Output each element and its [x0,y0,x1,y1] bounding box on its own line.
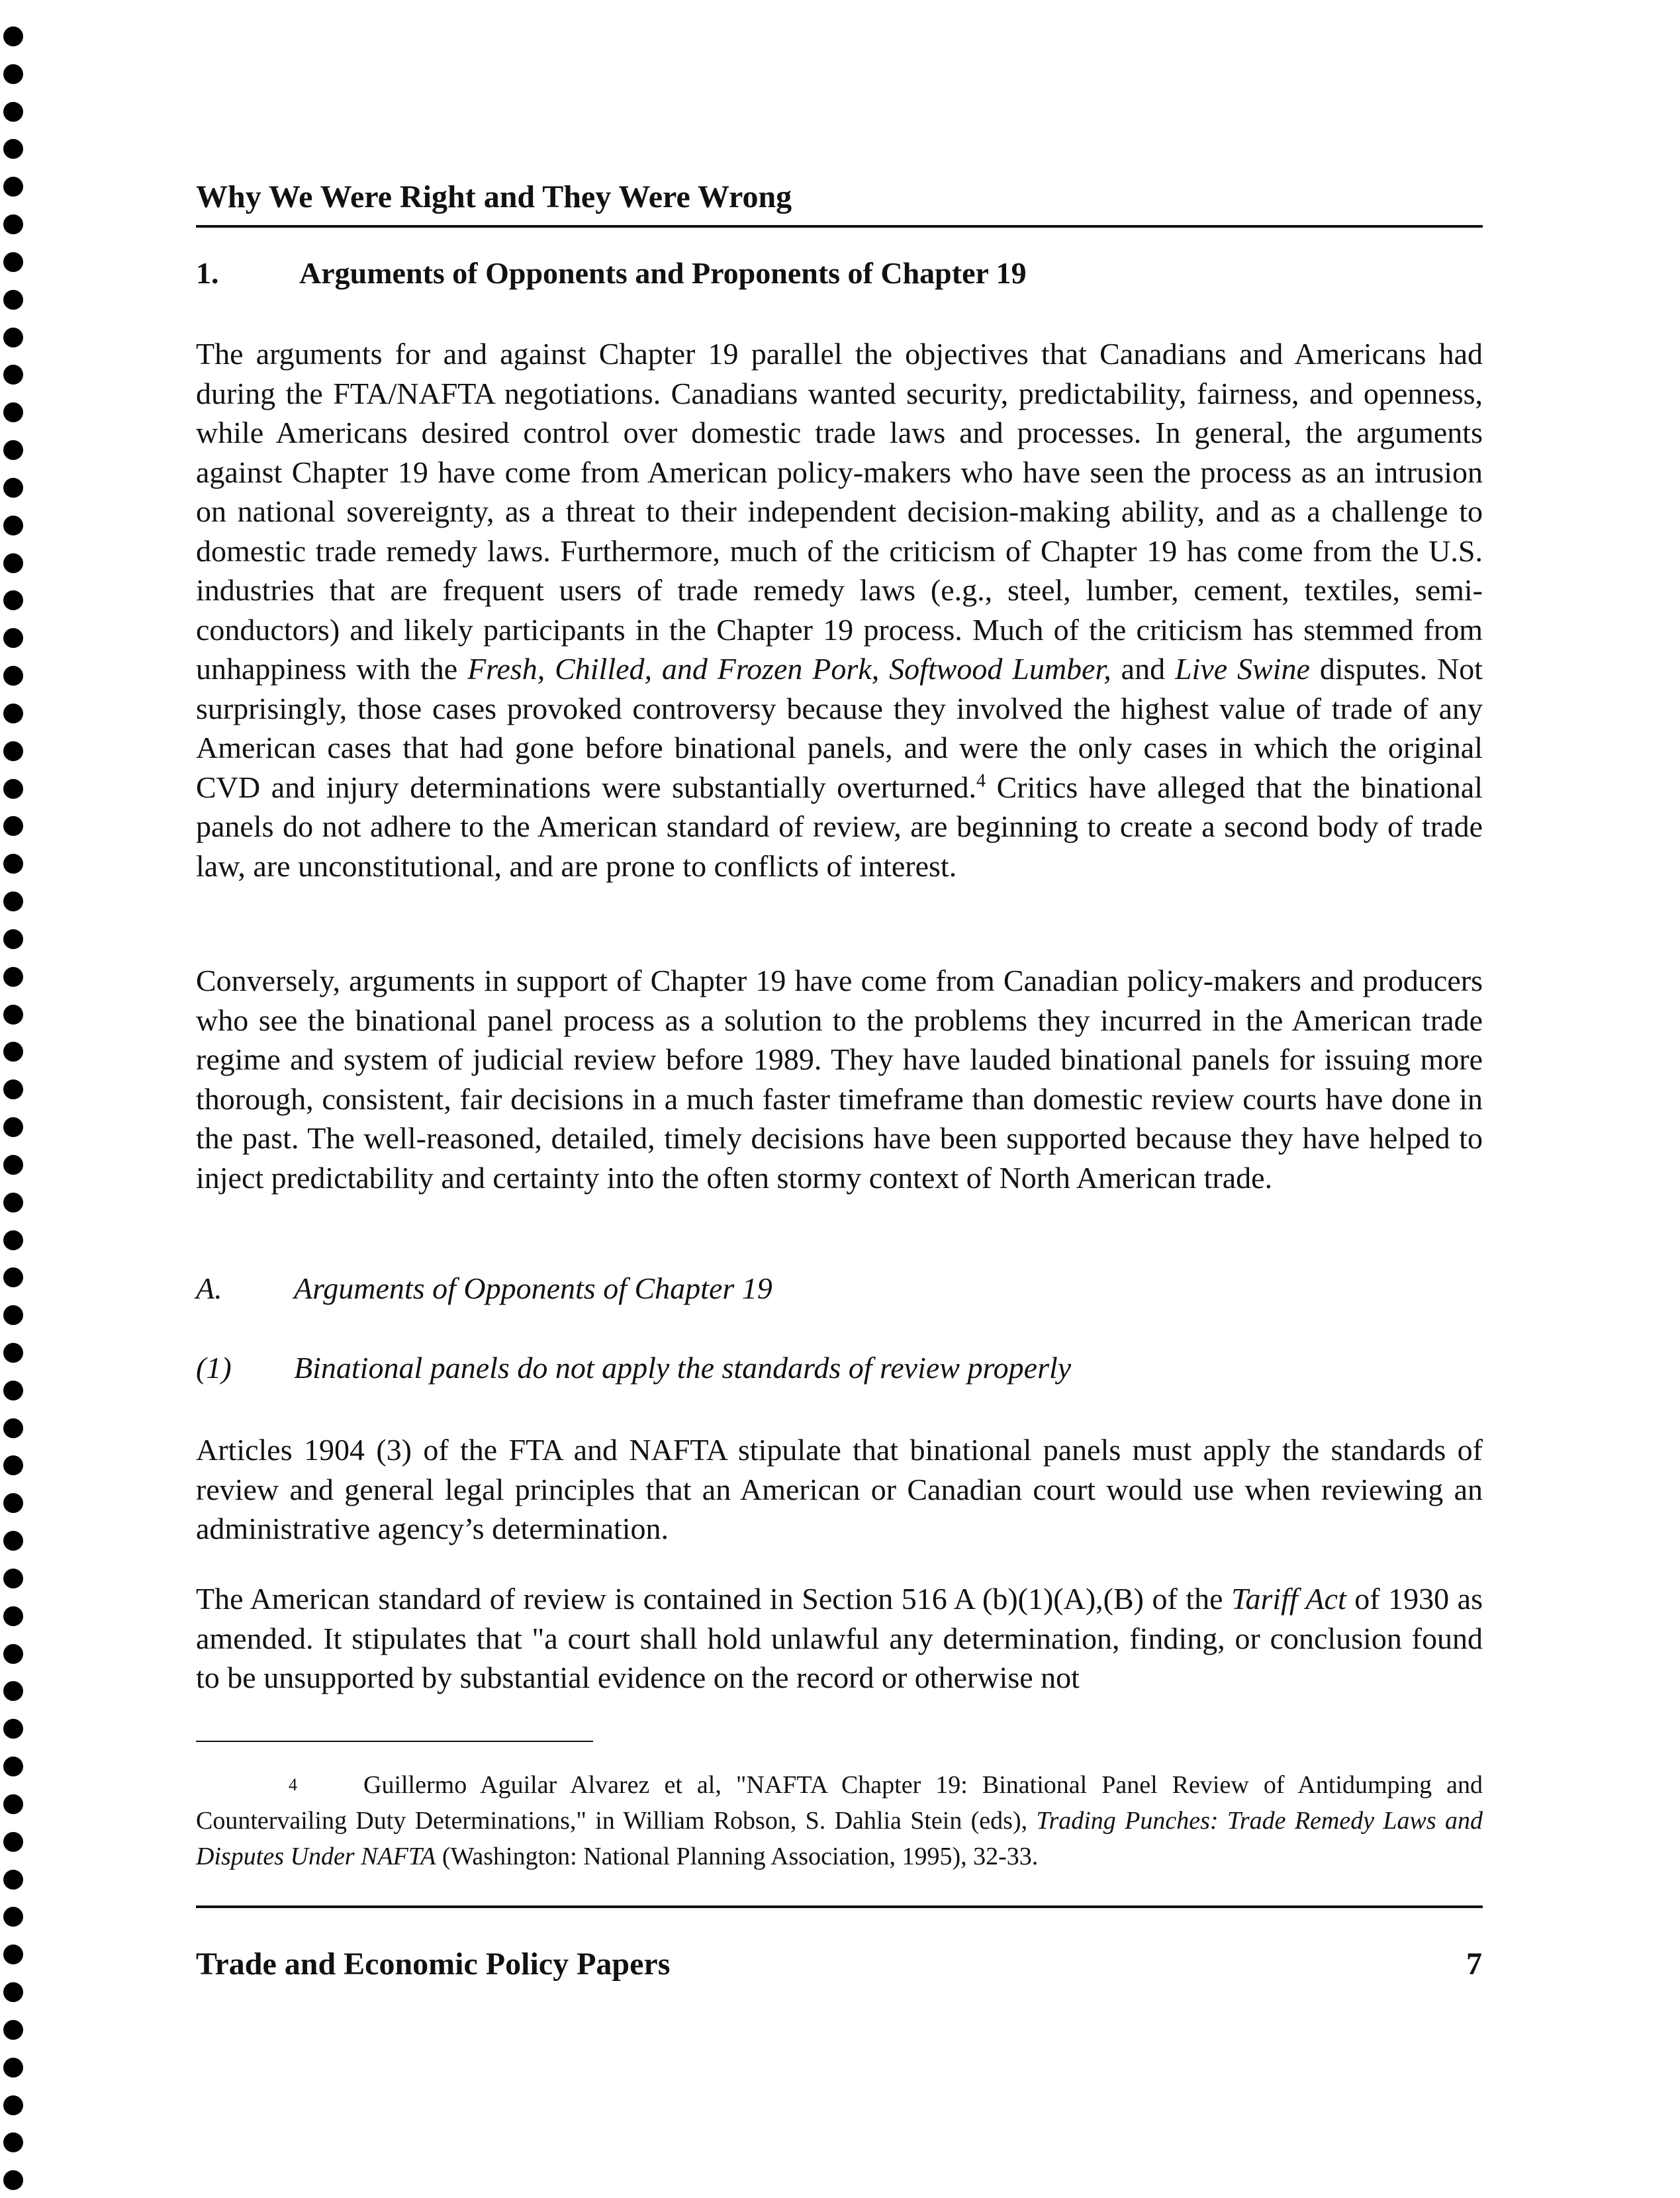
binding-hole [3,1455,23,1475]
binding-hole [3,590,23,610]
binding-hole [3,516,23,535]
binding-hole [3,1381,23,1400]
binding-hole [3,1719,23,1739]
binding-hole [3,64,23,84]
binding-hole [3,1757,23,1776]
binding-hole [3,328,23,347]
binding-hole [3,1832,23,1852]
binding-hole [3,816,23,836]
section-heading [196,255,1027,291]
binding-hole [3,2170,23,2190]
binding-hole [3,2095,23,2115]
binding-hole [3,1305,23,1325]
binding-hole [3,628,23,648]
footer-rule [196,1905,1483,1908]
binding-hole [3,779,23,799]
binding-hole [3,26,23,46]
binding-hole [3,1230,23,1250]
binding-hole [3,139,23,159]
binding-hole [3,214,23,234]
footnote-rule [196,1741,593,1742]
subsection-title: Binational panels do not apply the standards of review properly [294,1351,1072,1385]
binding-hole [3,666,23,686]
binding-hole [3,741,23,761]
binding-hole [3,2132,23,2152]
subsection-title: Arguments of Opponents of Chapter 19 [294,1271,772,1305]
binding-hole [3,1418,23,1438]
binding-hole [3,2020,23,2040]
binding-hole [3,1569,23,1588]
binding-hole [3,1606,23,1626]
binding-hole [3,1193,23,1213]
page-number: 7 [1466,1946,1482,1982]
binding-hole [3,1870,23,1890]
binding-hole [3,290,23,310]
binding-hole [3,1945,23,1964]
binding-hole [3,892,23,911]
binding-hole [3,1982,23,2002]
paragraph-2: Conversely, arguments in support of Chapter 19 have come from Canadian policy-makers and producers who see the binational panel process as a solution to the problems they incurred in the American trade regime and system of judicial review before 1989. They have lauded binational panels for issuing more thorough, consistent, fair decisions in a much faster timeframe than domestic review courts have done in the past. The well-reasoned, detailed, timely decisions have been supported because they have helped to inject predictability and certainty into the often stormy context of North American trade. [196,964,1483,1195]
binding-hole [3,1907,23,1927]
footnote-number: 4 [289,1775,297,1794]
subsection-number: A. [196,1271,222,1305]
header-rule [196,225,1483,228]
footnote: $^4$ Guillermo Aguilar Alvarez et al, "NAFTA Chapter 19: Binational Panel Review of Antidumping and Countervailing Duty Determinations," in William Robson, S. Dahlia Stein (eds), Trading Punches: Trade Remedy Laws and Disputes Under NAFTA (Washington: National Planning Association, 1995), 32-33. [196,1771,1483,1870]
binding-hole [3,1343,23,1363]
binding-hole [3,2058,23,2078]
binding-hole [3,1681,23,1701]
binding-hole [3,402,23,422]
binding-hole [3,1644,23,1664]
binding-hole [3,478,23,498]
binding-hole [3,553,23,573]
binding-hole [3,1005,23,1025]
paragraph-4: The American standard of review is contained in Section 516 A (b)(1)(A),(B) of the Tariff Act of 1930 as amended. It stipulates that "a court shall hold unlawful any determination, finding, or conclusion found to be unsupported by substantial evidence on the record or otherwise not [196,1582,1483,1694]
binding-hole [3,704,23,723]
binding-hole [3,1155,23,1175]
subsection-heading-a [196,1271,772,1306]
binding-hole [3,854,23,874]
binding-hole [3,1117,23,1137]
subsection-heading-1 [196,1350,1071,1385]
binding-hole [3,440,23,460]
binding-hole [3,102,23,122]
paragraph-1: The arguments for and against Chapter 19 parallel the objectives that Canadians and Americans had during the FTA/NAFTA negotiations. Canadians wanted security, predictability, fairness, and openness, while Americans desired control over domestic trade laws and processes. In general, the arguments against Chapter 19 have come from American policy-makers who have seen the process as an intrusion on national sovereignty, as a threat to their independent decision-making ability, and as a challenge to domestic trade remedy laws. Furthermore, much of the criticism of Chapter 19 has come from the U.S. industries that are frequent users of trade remedy laws (e.g., steel, lumber, cement, textiles, semi-conductors) and likely participants in the Chapter 19 process. Much of the criticism has stemmed from unhappiness with the Fresh, Chilled, and Frozen Pork, Softwood Lumber, and Live Swine disputes. Not surprisingly, those cases provoked controversy because they involved the highest value of trade of any American cases that had gone before binational panels, and were the only cases in which the original CVD and injury determinations were substantially overturned.$^4$ Critics have alleged that the binational panels do not adhere to the American standard of review, are beginning to create a second body of trade law, are unconstitutional, and are prone to conflicts of interest. [196,337,1483,883]
binding-hole [3,1079,23,1099]
binding-hole [3,252,23,272]
section-number: 1. [196,256,219,290]
binding-hole [3,177,23,197]
paragraph-3: Articles 1904 (3) of the FTA and NAFTA stipulate that binational panels must apply the standards of review and general legal principles that an American or Canadian court would use when reviewing an administrative agency’s determination. [196,1433,1483,1545]
footnote-reference: 4 [976,770,986,792]
binding-hole [3,365,23,385]
binding-hole [3,1267,23,1287]
binding-hole [3,967,23,987]
binding-hole [3,1042,23,1062]
binding-hole [3,1794,23,1814]
footer-title: Trade and Economic Policy Papers [196,1946,671,1982]
running-header: Why We Were Right and They Were Wrong [196,179,792,214]
binding-hole [3,1493,23,1513]
section-title: Arguments of Opponents and Proponents of Chapter 19 [299,256,1027,290]
subsection-number: (1) [196,1351,232,1385]
binding-hole [3,1531,23,1551]
spiral-binding [0,26,26,2191]
binding-hole [3,929,23,949]
